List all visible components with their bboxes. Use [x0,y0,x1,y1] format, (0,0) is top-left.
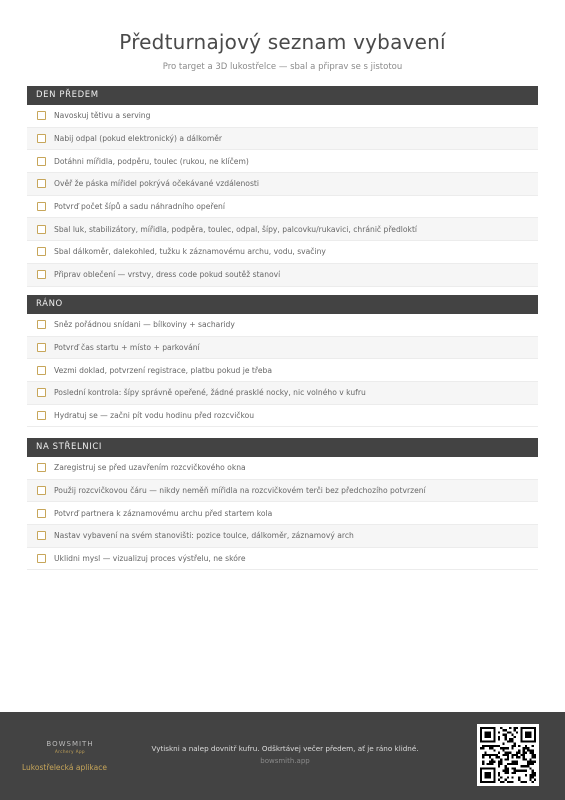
checklist-item [27,502,538,525]
checkbox-icon[interactable] [37,225,46,234]
checklist-item [27,173,538,196]
checklist-item [27,457,538,480]
checklist-item-label: Sbal luk, stabilizátory, mířidla, podpěra, toulec, odpal, šípy, palcovku/rukavici, chránič předloktí [54,224,418,234]
checklist-section [27,438,538,570]
checkbox-icon[interactable] [37,366,46,375]
page-subtitle: Pro target a 3D lukostřelce — sbal a připrav se s jistotou [162,62,403,72]
checklist-item [27,241,538,264]
checklist-item [27,548,538,571]
checklist-item-label: Sněz pořádnou snídani — bílkoviny + sacharidy [54,320,235,330]
logo-wordmark: BOWSMITH [46,740,94,748]
checklist-item [27,218,538,241]
checkbox-icon[interactable] [37,111,46,120]
checkbox-icon[interactable] [37,463,46,472]
checklist-item [27,128,538,151]
checkbox-icon[interactable] [37,134,46,143]
checklist-item-label: Zaregistruj se před uzavřením rozcvičkového okna [54,463,246,473]
checklist-item-label: Použij rozcvičkovou čáru — nikdy neměň mířidla na rozcvičkovém terči bez předchozího potvrzení [54,486,426,496]
checklist-item [27,405,538,428]
checklist-item-label: Hydratuj se — začni pít vodu hodinu před rozcvičkou [54,411,255,421]
checklist-item [27,196,538,219]
checkbox-icon[interactable] [37,270,46,279]
checkbox-icon[interactable] [37,343,46,352]
checkbox-icon[interactable] [37,531,46,540]
checklist-item [27,525,538,548]
checklist-item-label: Nastav vybavení na svém stanovišti: pozice toulce, dálkoměr, záznamový arch [54,531,354,541]
checklist-section [27,295,538,427]
checkbox-icon[interactable] [37,554,46,563]
checklist-item [27,359,538,382]
checklist-item-label: Poslední kontrola: šípy správně opeřené, žádné prasklé nocky, nic volného v kufru [54,388,366,398]
footer-note [150,744,420,765]
checkbox-icon[interactable] [37,157,46,166]
checkbox-icon[interactable] [37,320,46,329]
page-header [0,0,565,72]
checklist-item-label: Potvrď počet šípů a sadu náhradního opeření [54,202,225,212]
logo-tagline: Archery App [54,749,86,754]
brand-logo [30,740,110,754]
checkbox-icon[interactable] [37,411,46,420]
checkbox-icon[interactable] [37,486,46,495]
brand-caption: Lukostřelecká aplikace [22,763,107,772]
qr-code-icon [477,724,539,786]
checkbox-icon[interactable] [37,509,46,518]
checkbox-icon[interactable] [37,247,46,256]
checklist-item-label: Navoskuj tětivu a serving [54,111,151,121]
checklist-item [27,150,538,173]
checklist-item [27,105,538,128]
section-heading: RÁNO [27,295,538,314]
checklist-item-label: Potvrď partnera k záznamovému archu před startem kola [54,508,273,518]
section-heading: DEN PŘEDEM [27,86,538,105]
checkbox-icon[interactable] [37,179,46,188]
footer-url: bowsmith.app [260,757,310,765]
checklist-item-label: Dotáhni mířidla, podpěru, toulec (rukou, ne klíčem) [54,156,249,166]
checklist-item [27,337,538,360]
section-heading: NA STŘELNICI [27,438,538,457]
checklist-section [27,86,538,287]
checklist-item [27,264,538,287]
checkbox-icon[interactable] [37,388,46,397]
checklist-item [27,480,538,503]
checklist-item-label: Nabij odpal (pokud elektronický) a dálkoměr [54,134,223,144]
checklist-item-label: Sbal dálkoměr, dalekohled, tužku k záznamovému archu, vodu, svačiny [54,247,326,257]
checklist-item [27,314,538,337]
checklist-item-label: Připrav oblečení — vrstvy, dress code pokud soutěž stanoví [54,270,281,280]
checklist-item-label: Potvrď čas startu + místo + parkování [54,343,200,353]
page-title: Předturnajový seznam vybavení [119,30,446,54]
footer-note-text: Vytiskni a nalep dovnitř kufru. Odškrtávej večer předem, ať je ráno klidné. [151,744,419,753]
checklist-item-label: Uklidni mysl — vizualizuj proces výstřelu, ne skóre [54,554,246,564]
checklist-item-label: Vezmi doklad, potvrzení registrace, platbu pokud je třeba [54,365,273,375]
checklist-item-label: Ověř že páska mířidel pokrývá očekávané vzdálenosti [54,179,260,189]
checklist-item [27,382,538,405]
footer [0,712,565,800]
checkbox-icon[interactable] [37,202,46,211]
